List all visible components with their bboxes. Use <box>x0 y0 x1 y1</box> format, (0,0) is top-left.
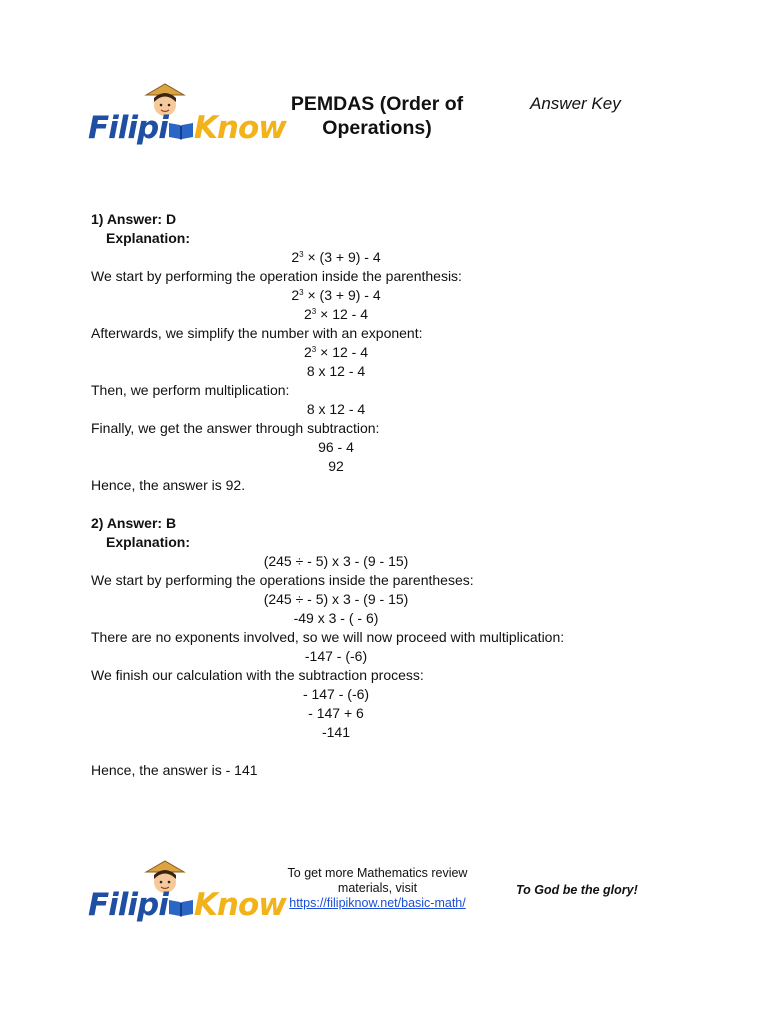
q1-equation: 8 x 12 - 4 <box>306 401 366 417</box>
q2-step: We start by performing the operations inside the parentheses: <box>91 572 474 588</box>
logo-text-filipi: Filipi <box>88 110 168 146</box>
q1-answer-heading: 1) Answer: D <box>91 211 177 227</box>
q2-conclusion: Hence, the answer is - 141 <box>91 762 258 778</box>
q2-equation: - 147 + 6 <box>308 705 364 721</box>
q1-equation: $2^3 \times 12 - 4$ <box>303 306 368 322</box>
q2-equation: -141 <box>321 724 351 740</box>
q1-explanation-label: Explanation: <box>106 230 191 246</box>
q1-step: Finally, we get the answer through subtraction: <box>91 420 380 436</box>
document-title <box>262 92 492 140</box>
title-line-1: PEMDAS (Order of <box>290 93 464 115</box>
logo-text-know: Know <box>193 887 286 923</box>
q2-explanation-label: Explanation: <box>106 534 191 550</box>
book-icon <box>168 112 194 132</box>
q1-equation: 96 - 4 <box>318 439 354 455</box>
q2-answer-heading: 2) Answer: B <box>91 515 177 531</box>
q1-step: Afterwards, we simplify the number with an exponent: <box>91 325 423 341</box>
answer-key-label: Answer Key <box>530 94 621 113</box>
q1-step: We start by performing the operation inside the parenthesis: <box>91 268 462 284</box>
q2-equation: - 147 - (-6) <box>302 686 370 702</box>
footer-glory-text: To God be the glory! <box>516 883 638 897</box>
q1-equation: 92 <box>328 458 344 474</box>
q1-equation: $2^3 \times 12 - 4$ <box>303 344 368 360</box>
filipiknow-logo <box>86 80 286 176</box>
q1-equation: 8 x 12 - 4 <box>306 363 366 379</box>
footer-text-line-1: To get more Mathematics review <box>287 866 468 880</box>
q1-equation: $2^3 \times (3 + 9) - 4$ <box>291 287 381 303</box>
footer-text-line-2: materials, visit <box>337 881 418 895</box>
q2-equation: -49 x 3 - ( - 6) <box>293 610 379 626</box>
book-icon <box>168 889 194 909</box>
title-line-2: Operations) <box>322 117 432 139</box>
q2-step: There are no exponents involved, so we will now proceed with multiplication: <box>91 629 565 645</box>
logo-text-filipi: Filipi <box>88 887 168 923</box>
q2-equation: -147 - (-6) <box>304 648 368 664</box>
footer-promo-text <box>280 866 475 911</box>
logo-text-know: Know <box>193 110 286 146</box>
answer-content <box>91 210 651 780</box>
q1-step: Then, we perform multiplication: <box>91 382 290 398</box>
q2-equation: (245 ÷ - 5) x 3 - (9 - 15) <box>263 553 409 569</box>
q1-conclusion: Hence, the answer is 92. <box>91 477 246 493</box>
q1-equation: $2^3 \times (3 + 9) - 4$ <box>291 249 381 265</box>
q2-step: We finish our calculation with the subtraction process: <box>91 667 424 683</box>
footer-filipiknow-logo <box>86 857 286 953</box>
basic-math-link[interactable]: https://filipiknow.net/basic-math/ <box>289 896 466 910</box>
q2-equation: (245 ÷ - 5) x 3 - (9 - 15) <box>263 591 409 607</box>
